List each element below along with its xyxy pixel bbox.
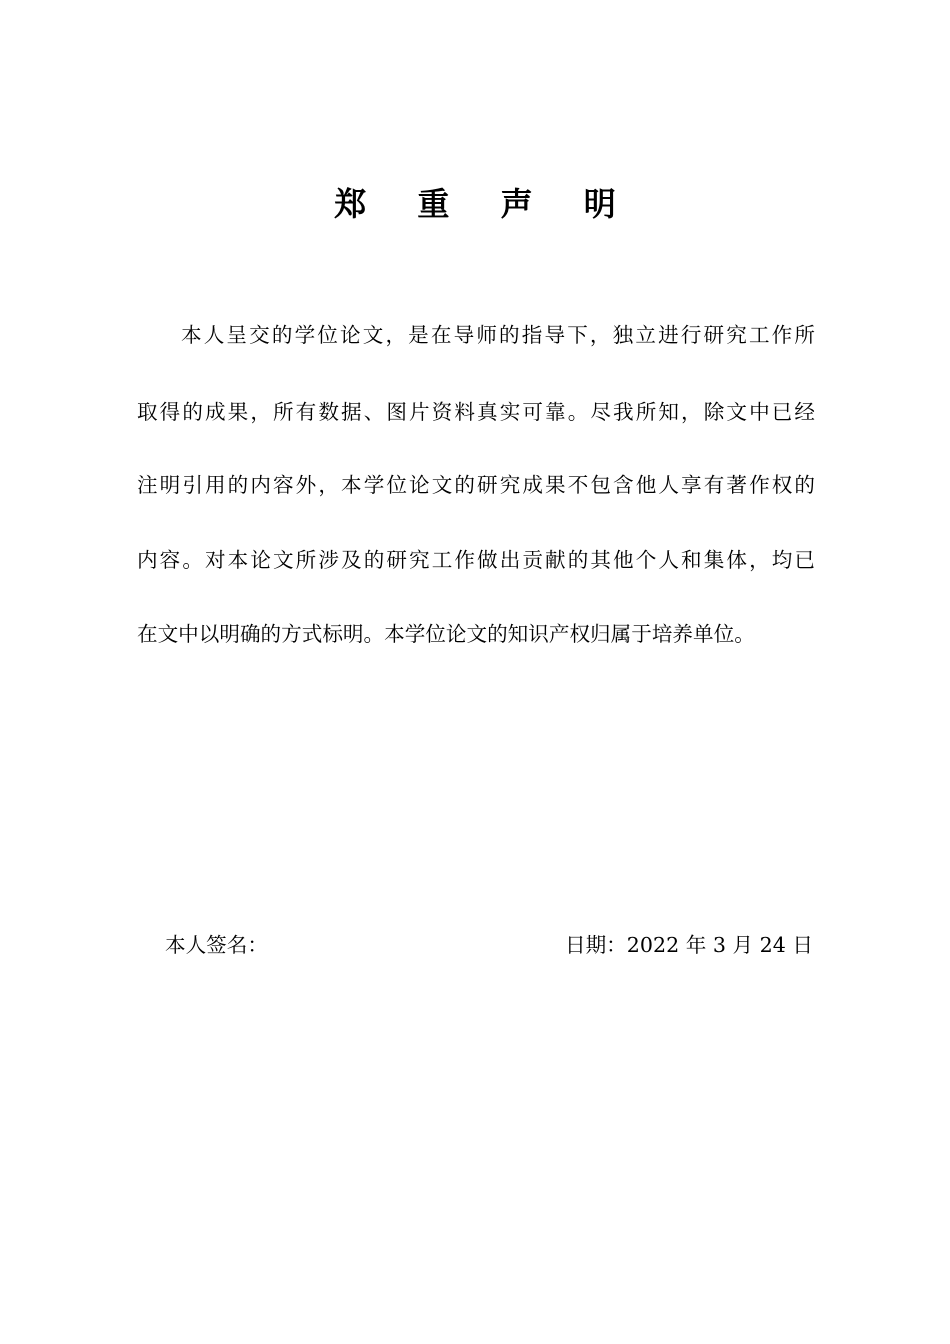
paragraph-line: 在文中以明确的方式标明。本学位论文的知识产权归属于培养单位。 [137, 622, 755, 646]
paragraph-line: 取得的成果，所有数据、图片资料真实可靠。尽我所知，除文中已经 [137, 400, 815, 424]
paragraph-line: 本人呈交的学位论文，是在导师的指导下，独立进行研究工作所 [181, 323, 815, 347]
signature-date: 日期：2022 年 3 月 24 日 [564, 933, 813, 957]
paragraph-line: 注明引用的内容外，本学位论文的研究成果不包含他人享有著作权的 [137, 473, 815, 497]
page-title: 郑 重 声 明 [334, 185, 636, 223]
paragraph-line: 内容。对本论文所涉及的研究工作做出贡献的其他个人和集体，均已 [137, 548, 815, 572]
signature-label: 本人签名： [165, 933, 268, 957]
